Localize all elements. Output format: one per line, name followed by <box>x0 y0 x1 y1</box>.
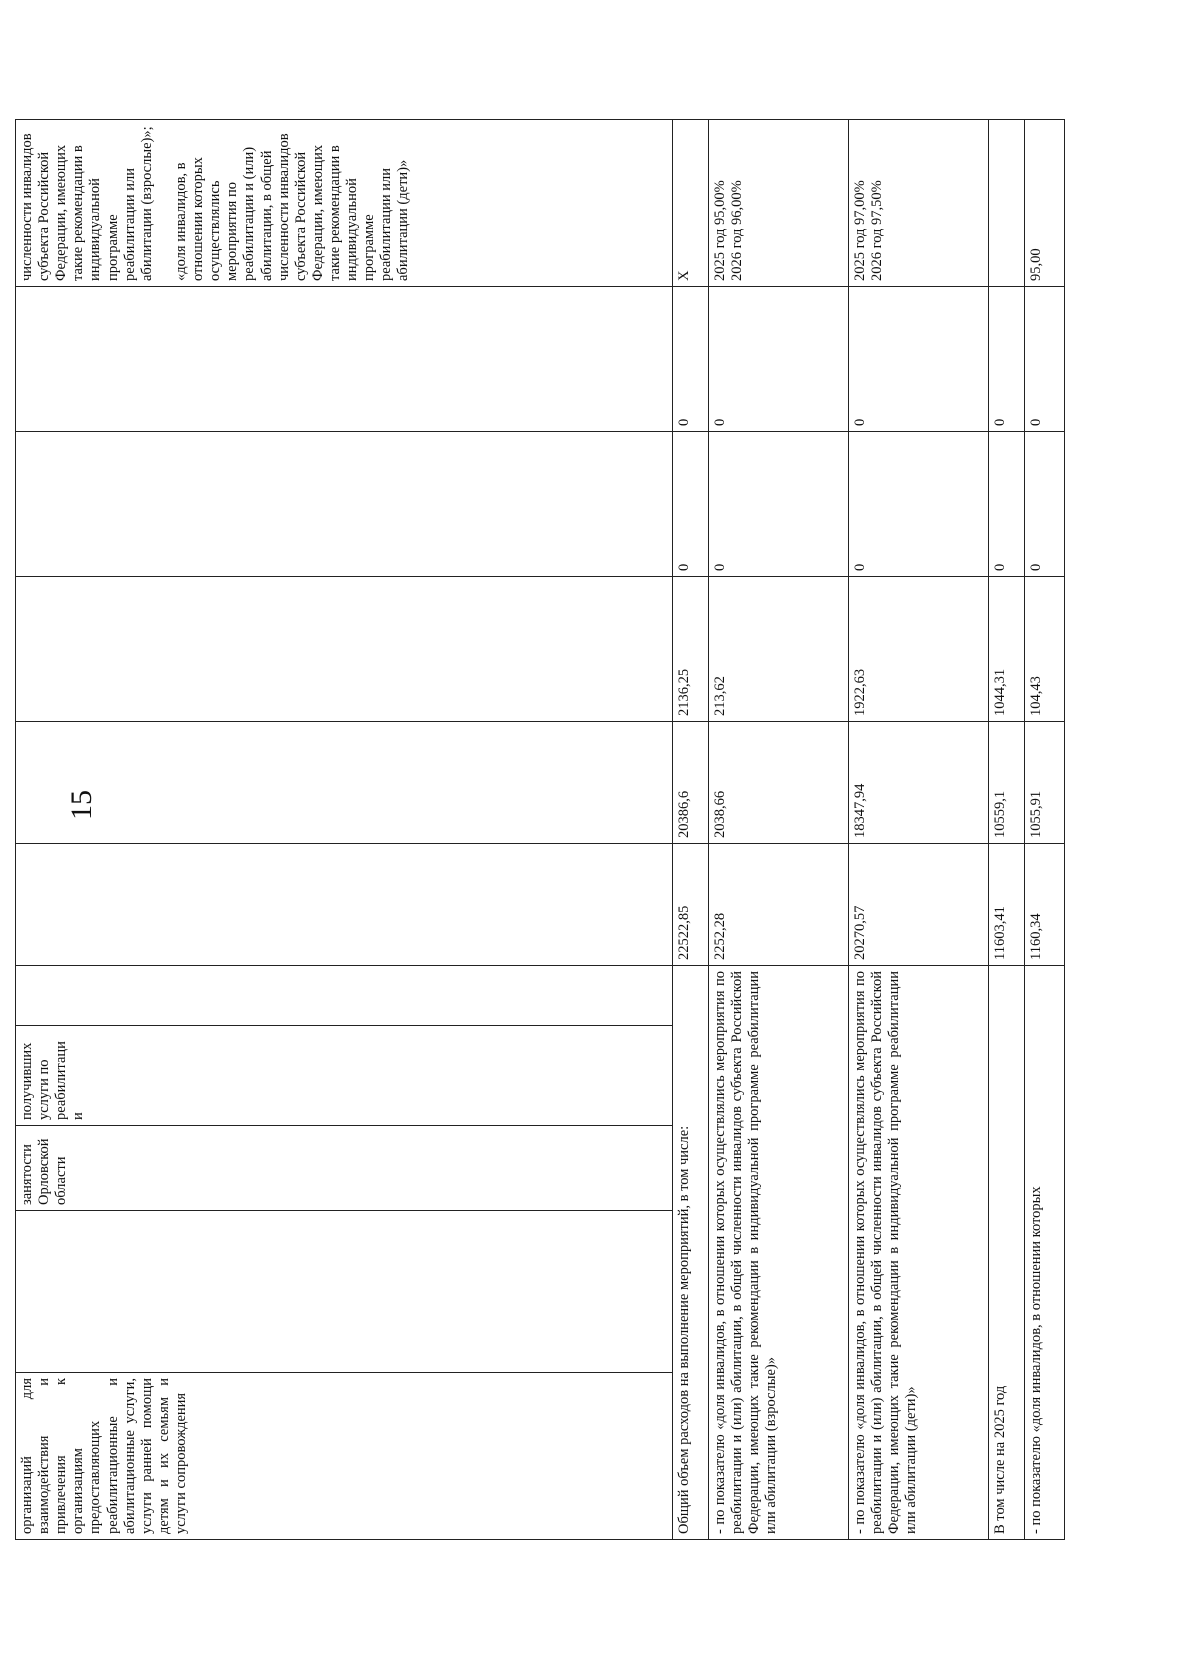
header-cell-8 <box>16 577 673 722</box>
header-cell-6 <box>16 844 673 966</box>
row-label: - по показателю «доля инвалидов, в отношении которых осуществлялись мероприятия по реабилитации и (или) абилитации, в общей численности инвалидов субъекта Российской Федерации, имеющих такие рекомендации в индивидуальной программе реабилитации или абилитации (дети)» <box>848 966 988 1540</box>
cell-col9: 0 <box>848 432 988 577</box>
cell-federal: 20386,6 <box>673 722 709 844</box>
header-cell-recipients: получивших услуги по реабилитаци и <box>16 1026 673 1126</box>
header-cell-organizations: организаций для взаимодействия и привлечения к организациям предоставляющих реабилитационные и абилитационные услуги, услуги ранней помощи детям и их семьям и услуги сопровождения <box>16 1373 673 1540</box>
header-cell-indicator-text: численности инвалидов субъекта Российской Федерации, имеющих такие рекомендации в индивидуальной программе реабилитации или абилитации (взрослые)»; «доля инвалидов, в отношении которых осуществлялись мероприятия по реабилитации и (или) абилитации, в общей численности инвалидов субъекта Российской Федерации, имеющих такие рекомендации в индивидуальной программе реабилитации или абилитации (дети)» <box>16 120 673 287</box>
cell-indicator-value: 2025 год 97,00% 2026 год 97,50% <box>848 120 988 287</box>
cell-federal: 2038,66 <box>708 722 848 844</box>
cell-regional: 2136,25 <box>673 577 709 722</box>
cell-col9: 0 <box>989 432 1025 577</box>
header-cell-7 <box>16 722 673 844</box>
header-cell-5 <box>16 966 673 1026</box>
cell-total: 20270,57 <box>848 844 988 966</box>
page-number: 15 <box>65 790 98 820</box>
cell-regional: 1044,31 <box>989 577 1025 722</box>
cell-federal: 10559,1 <box>989 722 1025 844</box>
cell-regional: 104,43 <box>1024 577 1064 722</box>
row-label: В том числе на 2025 год <box>989 966 1025 1540</box>
header-row <box>16 120 673 1540</box>
cell-indicator-value: 95,00 <box>1024 120 1064 287</box>
header-cell-10 <box>16 287 673 432</box>
cell-col10: 0 <box>673 287 709 432</box>
header-cell-2 <box>16 1211 673 1373</box>
budget-table <box>15 119 1065 1540</box>
budget-table-rotated <box>15 120 1065 1540</box>
cell-col9: 0 <box>708 432 848 577</box>
cell-total: 11603,41 <box>989 844 1025 966</box>
table-row <box>1024 120 1064 1540</box>
cell-col9: 0 <box>673 432 709 577</box>
cell-indicator-value <box>989 120 1025 287</box>
table-row <box>989 120 1025 1540</box>
cell-indicator-value: 2025 год 95,00% 2026 год 96,00% <box>708 120 848 287</box>
row-label: - по показателю «доля инвалидов, в отношении которых осуществлялись мероприятия по реабилитации и (или) абилитации, в общей численности инвалидов субъекта Российской Федерации, имеющих такие рекомендации в индивидуальной программе реабилитации или абилитации (взрослые)» <box>708 966 848 1540</box>
cell-indicator-value: X <box>673 120 709 287</box>
cell-federal: 18347,94 <box>848 722 988 844</box>
cell-col9: 0 <box>1024 432 1064 577</box>
table-row <box>848 120 988 1540</box>
cell-regional: 213,62 <box>708 577 848 722</box>
cell-col10: 0 <box>989 287 1025 432</box>
cell-total: 2252,28 <box>708 844 848 966</box>
cell-col10: 0 <box>848 287 988 432</box>
header-cell-9 <box>16 432 673 577</box>
header-cell-employment: занятости Орловской области <box>16 1126 673 1211</box>
cell-federal: 1055,91 <box>1024 722 1064 844</box>
table-row <box>708 120 848 1540</box>
cell-col10: 0 <box>1024 287 1064 432</box>
cell-col10: 0 <box>708 287 848 432</box>
row-label: Общий объем расходов на выполнение мероприятий, в том числе: <box>673 966 709 1540</box>
table-row <box>673 120 709 1540</box>
cell-total: 22522,85 <box>673 844 709 966</box>
cell-regional: 1922,63 <box>848 577 988 722</box>
row-label: - по показателю «доля инвалидов, в отношении которых <box>1024 966 1064 1540</box>
cell-total: 1160,34 <box>1024 844 1064 966</box>
